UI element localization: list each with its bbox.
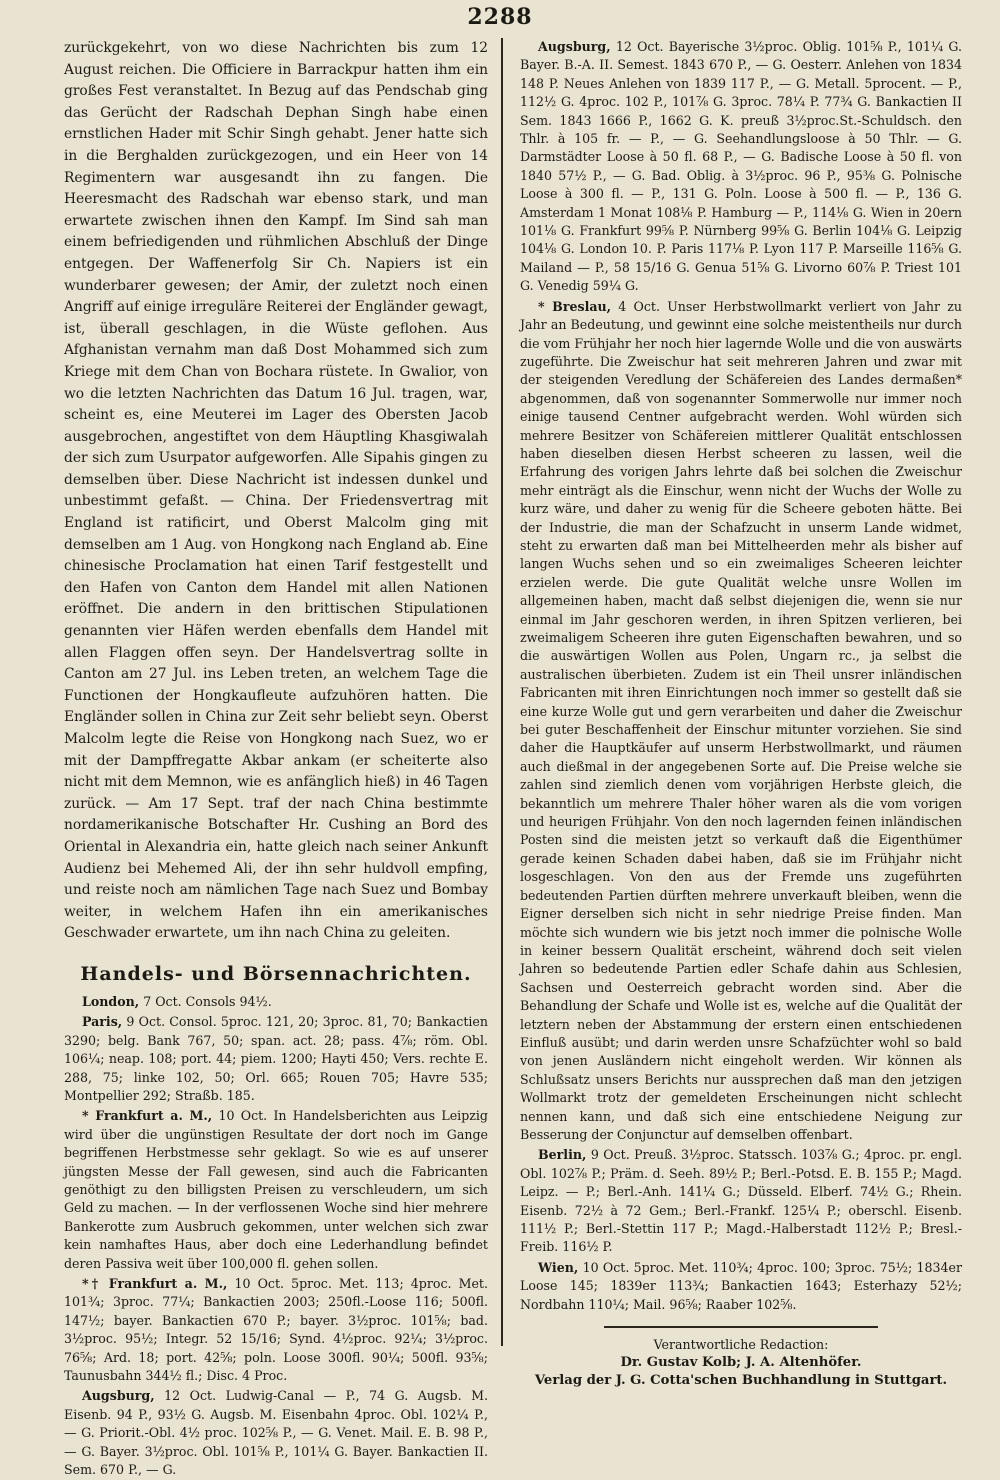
market-report (64, 993, 488, 1011)
market-report (64, 1107, 488, 1273)
section-title: Handels- und Börsennachrichten. (80, 962, 472, 985)
page-number: 2288 (467, 4, 533, 30)
imprint-divider (604, 1326, 878, 1328)
report-text: 9 Oct. Consol. 5proc. 121, 20; 3proc. 81, 70; Bankactien 3290; belg. Bank 767, 50; span. act. 28; pass. 4⅞; röm. Obl. 106¼; neap. 108; port. 44; piem. 1200; Hayti 450; Vers. rechte E. 288, 75; linke 102, 50; Orl. 665; Rouen 705; Havre 535; Montpellier 292; Straßb. 185. (64, 1014, 488, 1103)
market-report (520, 298, 962, 1145)
dateline: * Frankfurt a. M., (82, 1108, 213, 1124)
dateline: London, (82, 993, 140, 1009)
dateline: Wien, (538, 1259, 579, 1275)
news-paragraph: zurückgekehrt, von wo diese Nachrichten bis zum 12 August reichen. Die Officiere in Barrackpur hatten ihm ein großes Fest veranstaltet. In Bezug auf das Pendschab ging das Gerücht der Radschah Dephan Singh habe einen ernstlichen Hader mit Schir Singh gehabt. Jener hatte sich in die Berghalden zurückgezogen, und ein Heer von 14 Regimentern war ausgesandt ihn zu fangen. Die Heeresmacht des Radschah war ebenso stark, und man erwartete zwischen ihnen den Kampf. Im Sind sah man einem befriedigenden und rühmlichen Abschluß der Dinge entgegen. Der Waffenerfolg Sir Ch. Napiers ist ein wunderbarer gewesen; der Amir, der zuletzt noch einen Angriff auf einige irreguläre Reiterei der Engländer gewagt, ist, überall geschlagen, in die Wüste geflohen. Aus Afghanistan vernahm man daß Dost Mohammed sich zum Kriege mit dem Chan von Bochara rüstete. In Gwalior, von wo die letzten Nachrichten das Datum 16 Jul. tragen, war, scheint es, eine Meuterei im Lager des Obersten Jacob ausgebrochen, angestiftet von dem Häuptling Khasgiwalah der sich zum Usurpator aufgeworfen. Alle Sipahis gingen zu demselben über. Diese Nachricht ist indessen dunkel und unbestimmt gefaßt. — China. Der Friedensvertrag mit England ist ratificirt, und Oberst Malcolm ging mit demselben am 1 Aug. von Hongkong nach England ab. Eine chinesische Proclamation hat einen Tarif festgestellt und den Hafen von Canton dem Handel mit allen Nationen eröffnet. Die andern in den brittischen Stipulationen genannten vier Häfen werden ebenfalls dem Handel mit allen Flaggen offen seyn. Der Handelsvertrag sollte in Canton am 27 Jul. ins Leben treten, an welchem Tage die Functionen der Hongkaufleute aufzuhören hatten. Die Engländer sollen in China zur Zeit sehr beliebt seyn. Oberst Malcolm legte die Reise von Hongkong nach Suez, wo er mit der Dampffregatte Akbar ankam (er scheiterte also nicht mit dem Memnon, wie es anfänglich hieß) in 46 Tagen zurück. — Am 17 Sept. traf der nach China bestimmte nordamerikanische Botschafter Hr. Cushing an Bord des Oriental in Alexandria ein, hatte gleich nach seiner Ankunft Audienz bei Mehemed Ali, der ihn sehr huldvoll empfing, und reiste noch am nämlichen Tage nach Suez und Bombay weiter, in welchem Hafen ihn ein amerikanisches Geschwader erwartete, um ihn nach China zu geleiten. (64, 40, 488, 942)
dateline: Paris, (82, 1014, 123, 1030)
report-text: 9 Oct. Preuß. 3½proc. Statssch. 103⅞ G.; 4proc. pr. engl. Obl. 102⅞ P.; Präm. d. Seeh. 89½ P.; Berl.-Potsd. E. B. 155 P.; Magd. Leipz. — P.; Berl.-Anh. 141¼ G.; Düsseld. Elberf. 74½ G.; Rhein. Eisenb. 72½ à 72 Gem.; Berl.-Frankf. 125¼ P.; oberschl. Eisenb. 111½ P.; Berl.-Stettin 117 P.; Magd.-Halberstadt 112½ P.; Bresl.-Freib. 116½ P. (520, 1147, 962, 1255)
left-column (64, 38, 488, 1478)
report-text: 10 Oct. 5proc. Met. 110¾; 4proc. 100; 3proc. 75½; 1834er Loose 145; 1839er 113¾; Bankactien 1643; Esterhazy 52½; Nordbahn 110¼; Mail. 96⅝; Raaber 102⅝. (520, 1259, 962, 1312)
market-report (520, 38, 962, 296)
right-column (520, 38, 962, 1389)
imprint-publisher: Verlag der J. G. Cotta'schen Buchhandlung in Stuttgart. (534, 1373, 948, 1389)
market-report (64, 1275, 488, 1385)
report-text: 10 Oct. 5proc. Met. 113; 4proc. Met. 101¾; 3proc. 77¼; Bankactien 2003; 250fl.-Loose 116; 500fl. 147½; bayer. Bankactien 670 P.; bayer. 3½proc. 101⅝; bad. 3½proc. 95½; Integr. 52 15/16; Synd. 4½proc. 92¼; 3½proc. 76⅝; Ard. 18; port. 42⅝; poln. Loose 300fl. 90¼; 500fl. 93⅝; Taunusbahn 344½ fl.; Disc. 4 Proc. (64, 1276, 488, 1384)
dateline: *† Frankfurt a. M., (82, 1276, 228, 1292)
report-text: 4 Oct. Unser Herbstwollmarkt verliert von Jahr zu Jahr an Bedeutung, und gewinnt eine solche meistentheils nur durch die vom Frühjahr her noch hier lagernde Wolle und die von auswärts zugeführte. Die Zweischur hat seit mehreren Jahren und zwar mit der steigenden Veredlung der Schäfereien des Landes dermaßen* abgenommen, daß von sogenannter Sommerwolle nur immer noch einige tausend Centner aufgebracht werden. Wohl würden sich mehrere Besitzer von Schäfereien mittlerer Qualität entschlossen haben dieselben diesen Herbst scheeren zu lassen, weil die Erfahrung des vorigen Jahrs lehrte daß bei solchen die Zweischur mehr einträgt als die Einschur, wenn nicht der Wuchs der Wolle zu kurz wäre, und daher zu wenig für die Scheere geboten hätte. Bei der Industrie, die man der Schafzucht in unserm Lande widmet, steht zu erwarten daß man bei Mittelheerden mehr als bisher auf langen Wuchs sehen und so ein zweimaliges Scheeren leichter erzielen werde. Die gute Qualität welche unsre Wollen im allgemeinen haben, macht daß selbst diejenigen die, wenn sie nur einmal im Jahr geschoren werden, in ihren Spitzen verlieren, bei zweimaligem Scheeren ihre guten Eigenschaften bewahren, und so die auswärtigen Wollen aus Polen, Ungarn rc., ja selbst die australischen überbieten. Zudem ist ein Theil unsrer inländischen Fabricanten mit ihren Einrichtungen noch immer so gestellt daß sie eine kurze Wolle gut und gern verarbeiten und daher die Zweischur bei guter Beschaffenheit der Einschur mitunter vorziehen. Sie sind daher die Hauptkäufer auf unserm Herbstwollmarkt, und räumen auch dießmal in der angegebenen Sorte auf. Die Preise welche sie zahlen sind ziemlich denen vom vorjährigen Herbste gleich, die bekanntlich um mehrere Thaler höher waren als die vom vorigen und heurigen Frühjahr. Von den noch lagernden feinen inländischen Posten sind die meisten jetzt so verkauft daß die Eigenthümer gerade keinen Schaden dabei haben, daß sie im Frühjahr nicht losgeschlagen. Von den aus der Fremde uns zugeführten bedeutenden Partien dürften mehrere unverkauft bleiben, wenn die Eigner derselben sich nicht in sehr niedrige Preise finden. Man möchte sich wundern wie bis jetzt noch immer die polnische Wolle in keiner bessern Qualität erscheint, während doch seit vielen Jahren so bedeutende Partien edler Schafe dahin aus Schlesien, Sachsen und Oesterreich gebracht worden sind. Aber die Behandlung der Schafe und Wolle ist es, welche auf die Qualität der letztern neben der Abstammung der erstern einen entschiedenen Einfluß ausübt; und darin werden unsre Schafzüchter wohl so bald von jenen Ausländern nicht eingeholt werden. Wir können als Schlußsatz unsers Berichts nur aussprechen daß man den jetzigen Wollmarkt trotz der gemeldeten Erscheinungen nicht schlecht nennen kann, und daß sich eine entschiedene Neigung zur Besserung der Conjunctur auf demselben offenbart. (520, 298, 962, 1142)
market-report (64, 1013, 488, 1105)
market-report (520, 1146, 962, 1256)
column-divider (501, 38, 503, 1346)
market-report (520, 1259, 962, 1314)
report-text: 10 Oct. In Handelsberichten aus Leipzig wird über die ungünstigen Resultate der dort noch im Gange begriffenen Herbstmesse sehr geklagt. So wie es auf unserer jüngsten Messe der Fall gewesen, sind auch die Fabricanten genöthigt zu den billigsten Preisen zu verschleudern, um sich Geld zu machen. — In der verflossenen Woche sind hier mehrere Bankerotte zum Ausbruch gekommen, unter welchen sich zwar kein namhaftes Haus, aber doch eine Lederhandlung befindet deren Passiva weit über 100,000 fl. gehen sollen. (64, 1108, 488, 1271)
imprint (520, 1336, 962, 1390)
market-report (64, 1387, 488, 1479)
imprint-editors: Dr. Gustav Kolb; J. A. Altenhöfer. (620, 1355, 862, 1371)
dateline: Augsburg, (82, 1388, 155, 1404)
dateline: Berlin, (538, 1147, 587, 1163)
report-text: 12 Oct. Ludwig-Canal — P., 74 G. Augsb. M. Eisenb. 94 P., 93½ G. Augsb. M. Eisenbahn 4proc. Obl. 102¼ P., — G. Priorit.-Obl. 4½ proc. 102⅝ P., — G. Venet. Mail. E. B. 98 P., — G. Bayer. 3½proc. Obl. 101⅝ P., 101¼ G. Bayer. Bankactien II. Sem. 670 P., — G. (64, 1388, 488, 1478)
report-text: 7 Oct. Consols 94½. (143, 993, 272, 1009)
imprint-label: Verantwortliche Redaction: (653, 1337, 829, 1353)
dateline: Augsburg, (538, 39, 611, 54)
dateline: * Breslau, (538, 298, 612, 314)
market-reports-left (64, 993, 488, 1480)
report-text: 12 Oct. Bayerische 3½proc. Oblig. 101⅝ P., 101¼ G. Bayer. B.-A. II. Semest. 1843 670 P., — G. Oesterr. Anlehen von 1834 148 P. Neues Anlehen von 1839 117 P., — G. Metall. 5procent. — P., 112½ G. 4proc. 102 P., 101⅞ G. 3proc. 78¼ P. 77¾ G. Bankactien II Sem. 1843 1666 P., 1662 G. K. preuß 3½proc.St.-Schuldsch. den Thlr. à 105 fr. — P., — G. Seehandlungsloose à 50 Thlr. — G. Darmstädter Loose à 50 fl. 68 P., — G. Badische Loose à 50 fl. von 1840 57½ P., — G. Bad. Oblig. à 3½proc. 96 P., 95⅜ G. Polnische Loose à 300 fl. — P., 131 G. Poln. Loose à 500 fl. — P., 136 G. Amsterdam 1 Monat 108⅛ P. Hamburg — P., 114⅛ G. Wien in 20ern 101⅛ G. Frankfurt 99⅝ P. Nürnberg 99⅝ G. Berlin 104⅛ G. Leipzig 104⅛ G. London 10. P. Paris 117⅛ P. Lyon 117 P. Marseille 116⅝ G. Mailand — P., 58 15/16 G. Genua 51⅝ G. Livorno 60⅞ P. Triest 101 G. Venedig 59¼ G. (520, 39, 962, 294)
